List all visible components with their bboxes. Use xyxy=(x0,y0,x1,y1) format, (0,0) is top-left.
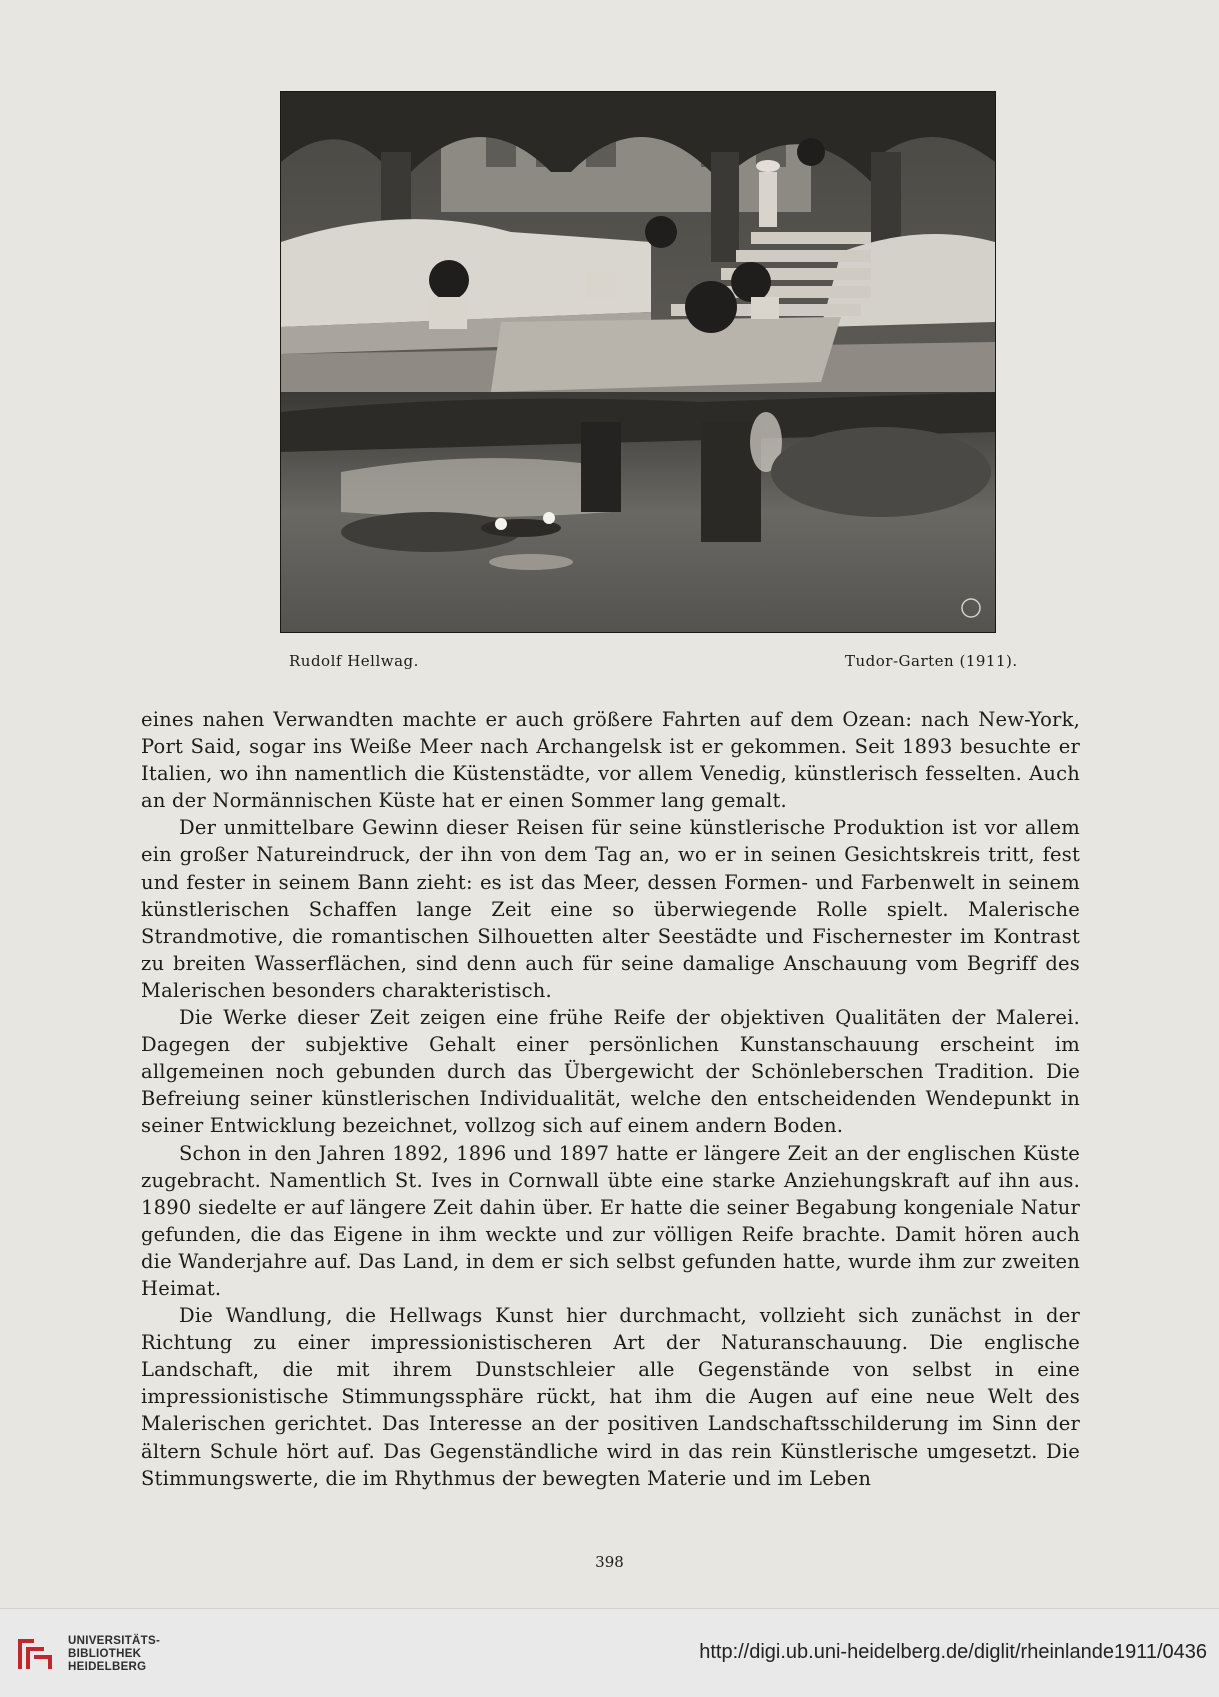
paragraph: eines nahen Verwandten machte er auch größere Fahrten auf dem Ozean: nach New-York, Port Said, sogar ins Weiße Meer nach Archangelsk ist er gekommen. Seit 1893 besuchte er Italien, wo ihn namentlich die Küstenstädte, vor allem Venedig, künstlerisch fesselten. Auch an der Normännischen Küste hat er einen Sommer lang gemalt. xyxy=(141,708,1080,813)
paragraph: Die Wandlung, die Hellwags Kunst hier durchmacht, vollzieht sich zunächst in der Richtung zu einer impressionistischeren Art der Naturanschauung. Die englische Landschaft, die mit ihrem Dunstschleier alle Gegenstände von selbst in eine impressionistische Stimmungssphäre rückt, hat ihm die Augen auf eine neue Welt des Malerischen gerichtet. Das Interesse an der positiven Landschaftsschilderung im Sinn der ältern Schule hört auf. Das Gegenständliche wird in das rein Künstlerische umgesetzt. Die Stimmungswerte, die im Rhythmus der bewegten Materie und im Leben xyxy=(141,1304,1080,1490)
library-logo-icon xyxy=(14,1633,56,1675)
library-name xyxy=(68,1635,160,1674)
painting-reproduction xyxy=(281,92,995,632)
article-body xyxy=(141,706,1080,1492)
library-name-line: UNIVERSITÄTS- xyxy=(68,1635,161,1647)
library-name-line: HEIDELBERG xyxy=(68,1661,147,1673)
artist-caption: Rudolf Hellwag. xyxy=(289,652,419,670)
artwork-title-caption: Tudor-Garten (1911). xyxy=(845,652,1018,670)
paragraph: Der unmittelbare Gewinn dieser Reisen für seine künstlerische Produktion ist vor allem ein großer Natureindruck, der ihn von dem Tag an, wo er in seinen Gesichtskreis tritt, fest und fester in seinem Bann zieht: es ist das Meer, dessen Formen- und Farbenwelt in seinem künstlerischen Schaffen lange Zeit eine so überwiegende Rolle spielt. Malerische Strandmotive, die romantischen Silhouetten alter Seestädte und Fischernester im Kontrast zu breiten Wasserflächen, sind denn auch für seine damalige Anschauung vom Begriff des Malerischen besonders charakteristisch. xyxy=(141,816,1080,1002)
paragraph: Schon in den Jahren 1892, 1896 und 1897 hatte er längere Zeit an der englischen Küste zugebracht. Namentlich St. Ives in Cornwall übte eine starke Anziehungskraft auf ihn aus. 1890 siedelte er auf längere Zeit dahin über. Er hatte die seiner Begabung kongeniale Natur gefunden, die das Eigene in ihm weckte und zur völligen Reife brachte. Damit hören auch die Wanderjahre auf. Das Land, in dem er sich selbst gefunden hatte, wurde ihm zur zweiten Heimat. xyxy=(141,1141,1080,1300)
library-footer xyxy=(0,1608,1219,1697)
paragraph: Die Werke dieser Zeit zeigen eine frühe Reife der objektiven Qualitäten der Malerei. Dagegen der subjektive Gehalt einer persönlichen Kunstanschauung erscheint im allgemeinen noch gebunden durch das Übergewicht der Schönleberschen Tradition. Die Befreiung seiner künstlerischen Individualität, welche den entscheidenden Wendepunkt in seiner Entwicklung bezeichnet, vollzog sich auf einem andern Boden. xyxy=(141,1006,1080,1138)
permalink-url[interactable]: http://digi.ub.uni-heidelberg.de/diglit/rheinlande1911/0436 xyxy=(699,1641,1207,1663)
library-name-line: BIBLIOTHEK xyxy=(68,1648,142,1660)
page-number: 398 xyxy=(595,1553,624,1571)
